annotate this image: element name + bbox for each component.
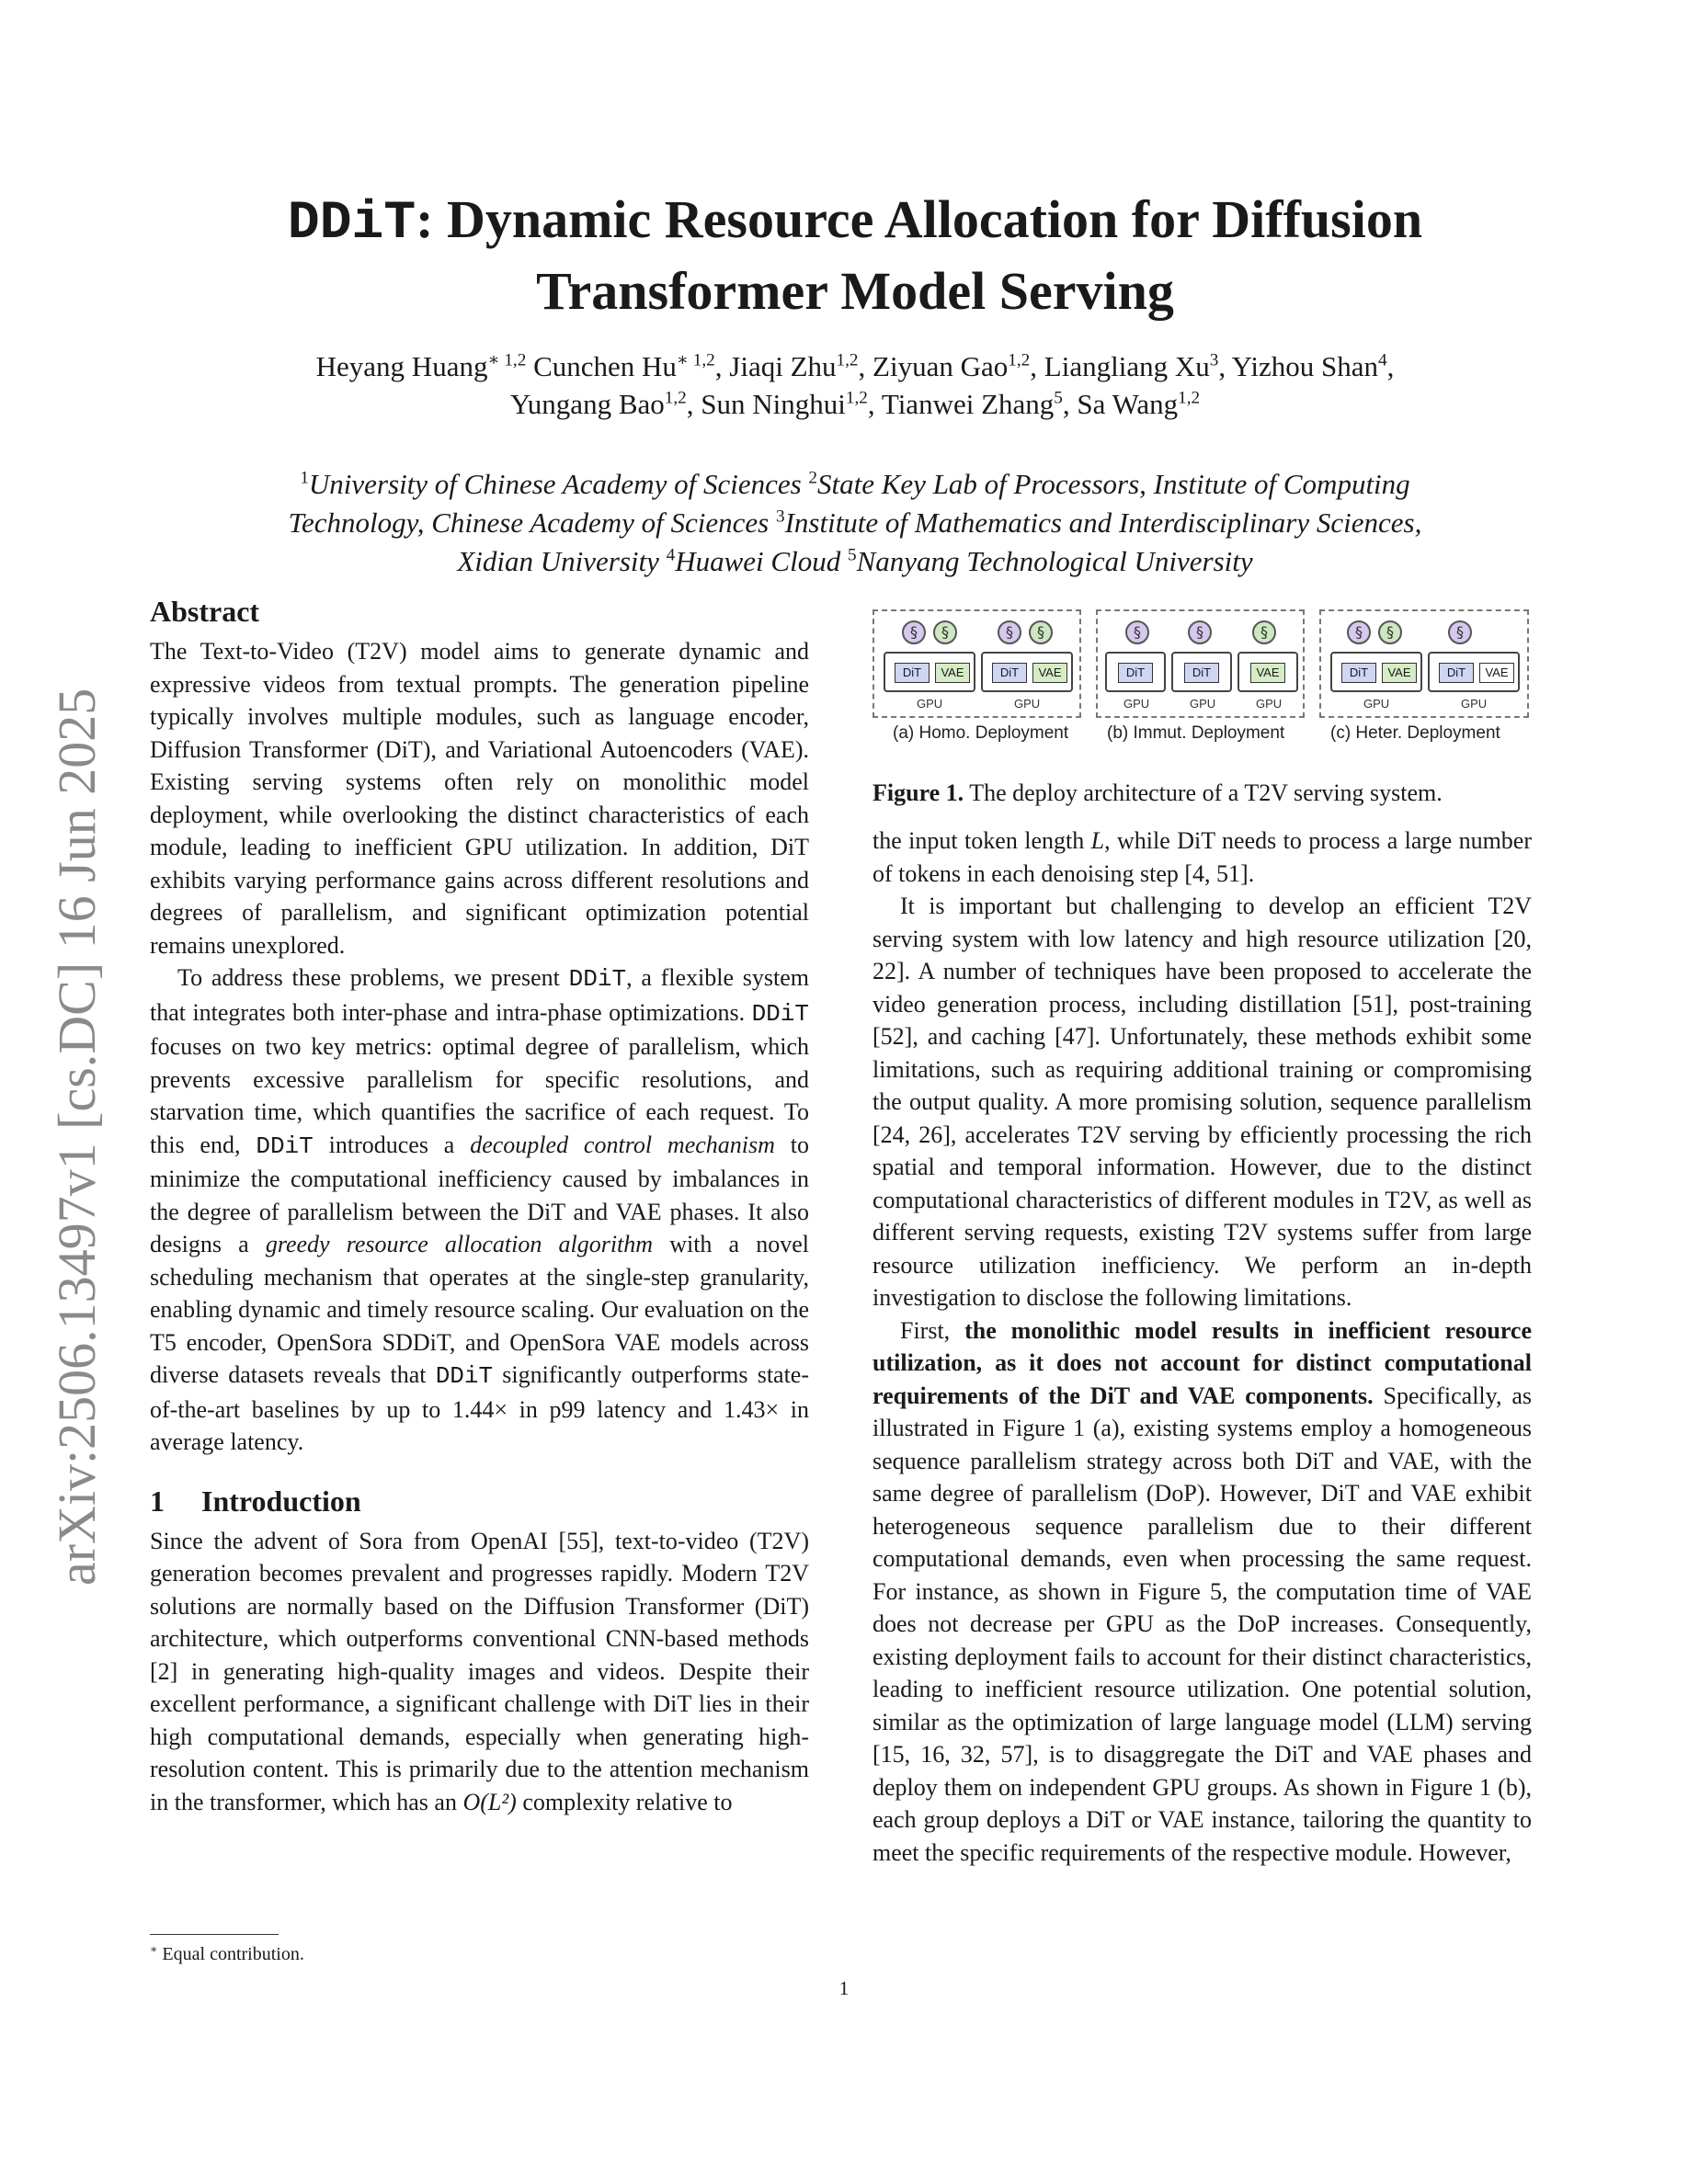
intro-heading: 1 Introduction bbox=[150, 1484, 361, 1518]
affiliations: $^1$University of Chinese Academy of Sciences $^2$State Key Lab of Processors, Institute of Computing Technology, Chinese Academy of Sciences $^3$Institute of Mathematics and Interdisciplinary Sciences, Xidian University $^4$Huawei Cloud $^5$Nanyang Technological University bbox=[288, 468, 1422, 577]
author-list bbox=[147, 347, 1563, 423]
affil-1: University of Chinese Academy of Sciences bbox=[308, 468, 802, 500]
abstract-heading: Abstract bbox=[150, 595, 260, 628]
author-name: , Ziyuan Gao bbox=[858, 350, 1009, 382]
author-name: , Sun Ninghui bbox=[686, 388, 846, 420]
author-affiliation-mark: ∗ 1,2 bbox=[487, 350, 527, 370]
right-paragraph-0: the input token length L, while DiT needs to process a large number of tokens in each denoising step [4, 51]. bbox=[873, 827, 1532, 887]
affil-2: State Key Lab of Processors, Institute of Computing bbox=[817, 468, 1410, 500]
dit-module: DiT bbox=[992, 663, 1027, 683]
author-affiliation-mark: 5 bbox=[1054, 388, 1063, 408]
right-paragraph-1: It is important but challenging to develop an efficient T2V serving system with low latency and high resource utilization [20, 22]. A number of techniques have been proposed to accelerate the video generation process, including distillation [51], post-training [52], and caching [47]. Unfortunately, these methods exhibit some limitations, such as requiring additional training or compromising the output quality. A more promising solution, sequence parallelism [24, 26], accelerates T2V serving by efficiently processing the rich spatial and temporal information. However, due to the distinct computational characteristics of different modules in T2V, as well as different serving requests, existing T2V systems suffer from large resource utilization inefficiency. We perform an in-depth investigation to disclose the following limitations. bbox=[873, 893, 1532, 1311]
author-affiliation-mark: 1,2 bbox=[845, 388, 868, 408]
request-icon: § bbox=[998, 620, 1021, 644]
figure-panel-b bbox=[1096, 609, 1305, 718]
gpu-label: GPU bbox=[1123, 697, 1150, 711]
request-icon: § bbox=[1029, 620, 1053, 644]
author-name: , Tianwei Zhang bbox=[867, 388, 1055, 420]
arxiv-id: arXiv:2506.13497v1 [cs.DC] 16 Jun 2025 bbox=[47, 688, 107, 1586]
affil-3: Institute of Mathematics and Interdisciplinary Sciences, bbox=[784, 506, 1422, 539]
vae-module: VAE bbox=[1479, 663, 1514, 683]
affil-4: Huawei Cloud bbox=[675, 545, 841, 577]
abstract-paragraph-2: To address these problems, we present DDiT, a flexible system that integrates both inter-phase and intra-phase optimizations. DDiT focuses on two key metrics: optimal degree of parallelism, which prevents excessive parallelism for specific resolutions, and starvation time, which quantifies the sacrifice of each request. To this end, DDiT introduces a decoupled control mechanism to minimize the computational inefficiency caused by imbalances in the degree of parallelism between the DiT and VAE phases. It also designs a greedy resource allocation algorithm with a novel scheduling mechanism that operates at the single-step granularity, enabling dynamic and timely resource scaling. Our evaluation on the T5 encoder, OpenSora SDDiT, and OpenSora VAE models across diverse datasets reveals that DDiT significantly outperforms state-of-the-art baselines by up to 1.44× in p99 latency and 1.43× in average latency. bbox=[150, 964, 810, 1455]
dit-module: DiT bbox=[1118, 663, 1153, 683]
author-name: Cunchen Hu bbox=[526, 350, 677, 382]
author-name: , Jiaqi Zhu bbox=[714, 350, 837, 382]
title-line2: Transformer Model Serving bbox=[536, 261, 1174, 321]
dit-module: DiT bbox=[895, 663, 930, 683]
request-icon: § bbox=[1252, 620, 1276, 644]
left-column bbox=[150, 593, 809, 1818]
gpu-label: GPU bbox=[917, 697, 943, 711]
request-icon: § bbox=[933, 620, 957, 644]
figure-1 bbox=[873, 609, 1529, 758]
right-column bbox=[873, 825, 1532, 1869]
authors-line-1 bbox=[147, 347, 1563, 385]
gpu-label: GPU bbox=[1256, 697, 1283, 711]
complexity-math: O(L²) bbox=[462, 1788, 517, 1815]
author-name: , bbox=[1386, 350, 1395, 382]
request-icon: § bbox=[1347, 620, 1371, 644]
footnote: ∗ Equal contribution. bbox=[150, 1942, 304, 1964]
affil-3b: Xidian University bbox=[457, 545, 659, 577]
affil-2b: Technology, Chinese Academy of Sciences bbox=[288, 506, 770, 539]
affil-5: Nanyang Technological University bbox=[856, 545, 1253, 577]
panel-c-label: (c) Heter. Deployment bbox=[1330, 723, 1500, 743]
gpu-label: GPU bbox=[1461, 697, 1488, 711]
author-affiliation-mark: 1,2 bbox=[1008, 350, 1031, 370]
figure-1-caption: Figure 1. The deploy architecture of a T2V serving system. bbox=[873, 779, 1443, 806]
right-paragraph-2: First, the monolithic model results in inefficient resource utilization, as it does not account for distinct computational requirements of the DiT and VAE components. Specifically, as illustrated in Figure 1 (a), existing systems employ a homogeneous sequence parallelism strategy across both DiT and VAE, with the same degree of parallelism (DoP). However, DiT and VAE exhibit heterogeneous sequence parallelism due to their different computational demands, even when processing the same request. For instance, as shown in Figure 5, the computation time of VAE does not decrease per GPU as the DoP increases. Consequently, existing deployment fails to account for their distinct characteristics, leading to inefficient resource utilization. One potential solution, similar as the optimization of large language model (LLM) serving [15, 16, 32, 57], is to disaggregate the DiT and VAE phases and deploy them on independent GPU groups. As shown in Figure 1 (b), each group deploys a DiT or VAE instance, tailoring the quantity to meet the specific requirements of the respective module. However, bbox=[873, 1316, 1532, 1866]
vae-module: VAE bbox=[935, 663, 970, 683]
author-affiliation-mark: 4 bbox=[1377, 350, 1387, 370]
dit-module: DiT bbox=[1184, 663, 1219, 683]
author-name: , Yizhou Shan bbox=[1218, 350, 1378, 382]
panel-a-label: (a) Homo. Deployment bbox=[893, 723, 1069, 743]
vae-module: VAE bbox=[1032, 663, 1067, 683]
arxiv-sidebar bbox=[26, 588, 118, 1590]
intro-paragraph-1: Since the advent of Sora from OpenAI [55], text-to-video (T2V) generation becomes prevalent and progresses rapidly. Modern T2V solutions are normally based on the Diffusion Transformer (DiT) architecture, which outperforms conventional CNN-based methods [2] in generating high-quality images and videos. Despite their excellent performance, a significant challenge with DiT lies in their high computational demands, especially when generating high-resolution content. This is primarily due to the attention mechanism in the transformer, which has an O(L²) complexity relative to bbox=[150, 1527, 809, 1815]
footnote-rule bbox=[150, 1934, 279, 1935]
author-name: , Sa Wang bbox=[1062, 388, 1179, 420]
request-icon: § bbox=[902, 620, 926, 644]
panel-b-label: (b) Immut. Deployment bbox=[1107, 723, 1285, 743]
gpu-label: GPU bbox=[1363, 697, 1390, 711]
gpu-label: GPU bbox=[1190, 697, 1216, 711]
request-icon: § bbox=[1378, 620, 1402, 644]
gpu-label: GPU bbox=[1014, 697, 1041, 711]
title-rest: : Dynamic Resource Allocation for Diffusion bbox=[416, 189, 1423, 249]
author-affiliation-mark: ∗ 1,2 bbox=[676, 350, 715, 370]
dit-module: DiT bbox=[1439, 663, 1474, 683]
page-number: 1 bbox=[838, 1977, 850, 1999]
author-affiliation-mark: 1,2 bbox=[1178, 388, 1201, 408]
request-icon: § bbox=[1448, 620, 1472, 644]
author-affiliation-mark: 1,2 bbox=[664, 388, 687, 408]
author-affiliation-mark: 1,2 bbox=[836, 350, 859, 370]
author-affiliation-mark: 3 bbox=[1209, 350, 1219, 370]
dit-module: DiT bbox=[1341, 663, 1376, 683]
request-icon: § bbox=[1125, 620, 1149, 644]
title-system-name: DDiT bbox=[287, 194, 416, 254]
authors-line-2 bbox=[147, 385, 1563, 423]
figure-panel-c bbox=[1319, 609, 1529, 718]
paper-title bbox=[147, 186, 1563, 324]
author-name: , Liangliang Xu bbox=[1030, 350, 1210, 382]
abstract-paragraph-1: The Text-to-Video (T2V) model aims to generate dynamic and expressive videos from textual prompts. The generation pipeline typically involves multiple modules, such as language encoder, Diffusion Transformer (DiT), and Variational Autoencoders (VAE). Existing serving systems often rely on monolithic model deployment, while overlooking the distinct characteristics of each module, leading to inefficient GPU utilization. In addition, DiT exhibits varying performance gains across different resolutions and degrees of parallelism, and significant optimization potential remains unexplored. bbox=[150, 638, 809, 959]
request-icon: § bbox=[1188, 620, 1212, 644]
figure-panel-a bbox=[873, 609, 1081, 718]
author-name: Heyang Huang bbox=[315, 350, 488, 382]
author-name: Yungang Bao bbox=[509, 388, 665, 420]
vae-module: VAE bbox=[1382, 663, 1417, 683]
vae-module: VAE bbox=[1250, 663, 1285, 683]
